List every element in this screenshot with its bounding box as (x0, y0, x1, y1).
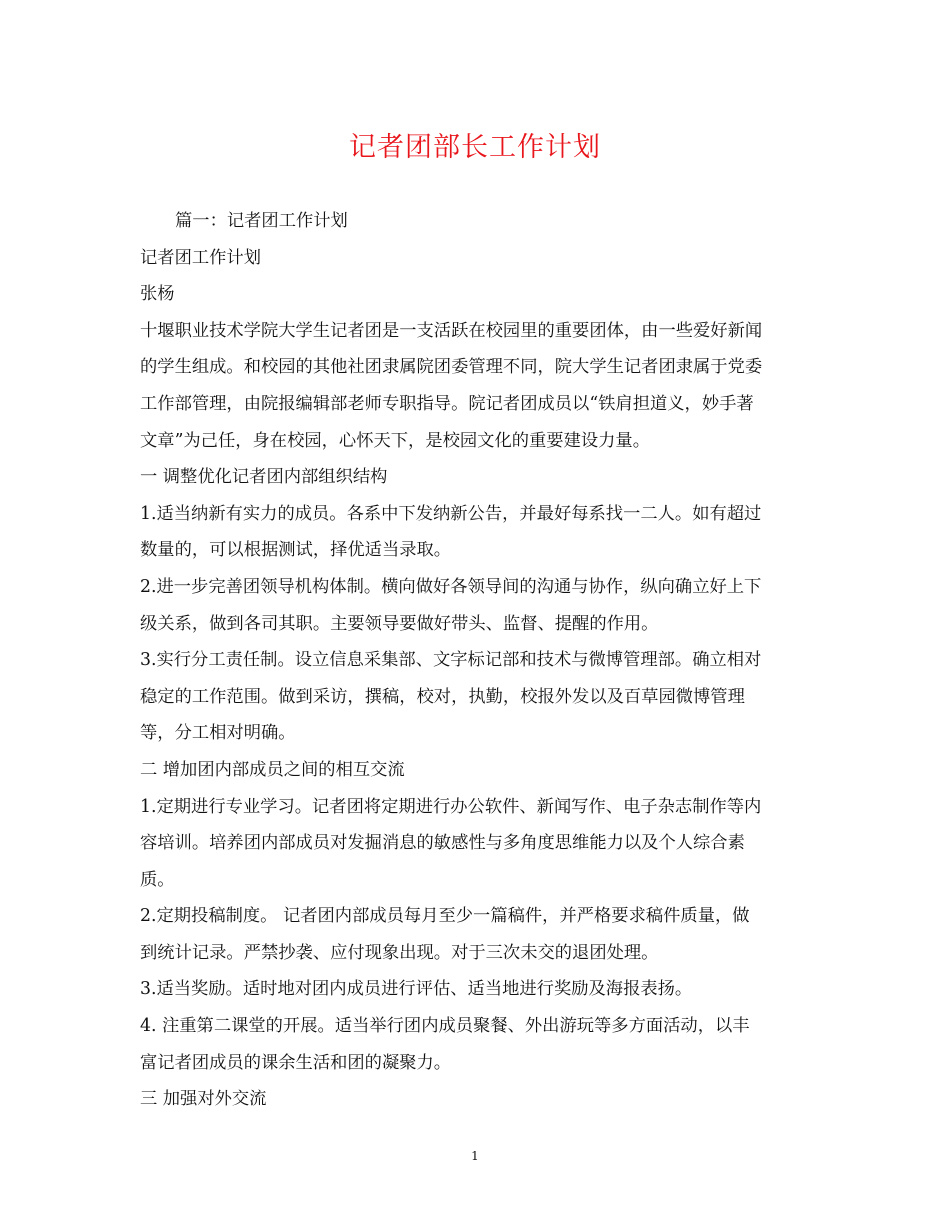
section-heading: 篇一：记者团工作计划 (175, 211, 348, 231)
paragraph-line: 富记者团成员的课余生活和团的凝聚力。 (140, 1052, 452, 1073)
document-title: 记者团部长工作计划 (349, 132, 601, 163)
paragraph-line: 3.实行分工责任制。设立信息采集部、文字标记部和技术与微博管理部。确立相对 (140, 650, 762, 671)
paragraph-line: 1.适当纳新有实力的成员。各系中下发纳新公告，并最好每系找一二人。如有超过 (140, 503, 762, 524)
paragraph-line: 2.定期投稿制度。 记者团内部成员每月至少一篇稿件，并严格要求稿件质量，做 (140, 906, 750, 927)
document-body (140, 203, 820, 1118)
paragraph-line: 稳定的工作范围。做到采访，撰稿，校对，执勤，校报外发以及百草园微博管理 (140, 686, 745, 707)
paragraph-line: 文章”为己任，身在校园，心怀天下，是校园文化的重要建设力量。 (140, 430, 650, 451)
paragraph-line: 容培训。培养团内部成员对发掘消息的敏感性与多角度思维能力以及个人综合素 (140, 833, 745, 854)
paragraph-line: 3.适当奖励。适时地对团内成员进行评估、适当地进行奖励及海报表扬。 (140, 979, 693, 1000)
plan-title: 记者团工作计划 (140, 247, 261, 268)
paragraph-line: 到统计记录。严禁抄袭、应付现象出现。对于三次未交的退团处理。 (140, 942, 659, 963)
paragraph-line: 数量的，可以根据测试，择优适当录取。 (140, 540, 452, 561)
section-heading: 三 加强对外交流 (140, 1089, 267, 1110)
author-name: 张杨 (140, 284, 175, 305)
paragraph-line: 2.进一步完善团领导机构体制。横向做好各领导间的沟通与协作，纵向确立好上下 (140, 576, 762, 597)
paragraph-line: 级关系，做到各司其职。主要领导要做好带头、监督、提醒的作用。 (140, 613, 659, 634)
paragraph-line: 十堰职业技术学院大学生记者团是一支活跃在校园里的重要团体，由一些爱好新闻 (140, 320, 763, 341)
section-heading: 二 增加团内部成员之间的相互交流 (140, 759, 405, 780)
paragraph-line: 工作部管理，由院报编辑部老师专职指导。院记者团成员以“铁肩担道义，妙手著 (140, 393, 754, 414)
paragraph-line: 4. 注重第二课堂的开展。适当举行团内成员聚餐、外出游玩等多方面活动，以丰 (140, 1016, 750, 1037)
paragraph-line: 等，分工相对明确。 (140, 723, 296, 744)
section-heading: 一 调整优化记者团内部组织结构 (140, 467, 388, 488)
paragraph-line: 1.定期进行专业学习。记者团将定期进行办公软件、新闻写作、电子杂志制作等内 (140, 796, 762, 817)
paragraph-line: 的学生组成。和校园的其他社团隶属院团委管理不同，院大学生记者团隶属于党委 (140, 357, 763, 378)
paragraph-line: 质。 (140, 869, 175, 890)
page-number: 1 (471, 1149, 479, 1163)
